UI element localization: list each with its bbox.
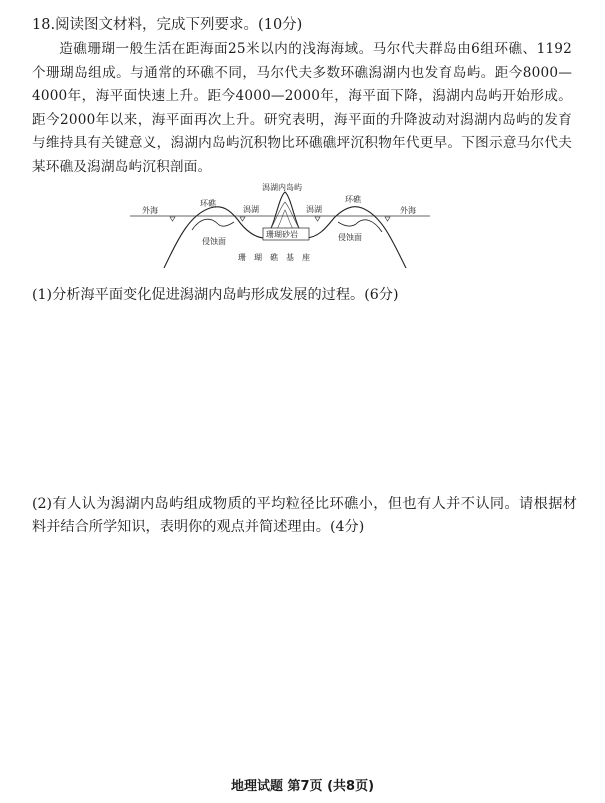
label-lagoon-island: 潟湖内岛屿 — [262, 183, 302, 192]
page-footer: 地理试题 第7页 (共8页) — [230, 779, 375, 794]
label-coral-sandstone: 珊瑚砂岩 — [266, 230, 298, 239]
label-reef-right: 环礁 — [345, 195, 361, 204]
question-title: 阅读图文材料，完成下列要求。(10分) — [55, 17, 303, 33]
label-outer-sea-right: 外海 — [400, 206, 416, 215]
sea-level-marker — [385, 217, 390, 221]
erosion-surface-right — [338, 220, 382, 232]
label-reef-left: 环礁 — [200, 199, 216, 208]
label-reef-base: 珊 瑚 礁 基 座 — [238, 253, 310, 262]
label-erosion-left: 侵蚀面 — [202, 237, 226, 246]
material-paragraph: 造礁珊瑚一般生活在距海面25米以内的浅海海域。马尔代夫群岛由6组环礁、1192个珊瑚岛组成。与通常的环礁不同，马尔代夫多数环礁潟湖内也发育岛屿。距今8000—4000年，海平面快速上升。距今4000—2000年，海平面下降，潟湖内岛屿开始形成。距今2000年以来，海平面再次上升。研究表明，海平面的升降波动对潟湖内岛屿的发育与维持具有关键意义，潟湖内岛屿沉积物比环礁礁坪沉积物年代更早。下图示意马尔代夫某环礁及潟湖岛屿沉积剖面。 — [32, 41, 572, 175]
sea-level-marker — [170, 217, 175, 221]
sea-level-marker — [315, 217, 320, 221]
subquestion-2: (2)有人认为潟湖内岛屿组成物质的平均粒径比环礁小，但也有人并不认同。请根据材料并结合所学知识，表明你的观点并简述理由。(4分) — [32, 496, 577, 535]
label-erosion-right: 侵蚀面 — [338, 233, 362, 242]
question-heading — [32, 14, 577, 37]
atoll-profile-diagram — [130, 180, 430, 270]
label-lagoon-right: 潟湖 — [306, 205, 322, 214]
label-lagoon-left: 潟湖 — [243, 205, 259, 214]
question-number: 18. — [32, 17, 56, 33]
erosion-surface-left — [192, 219, 234, 230]
sea-level-marker — [240, 217, 245, 221]
subquestion-1: (1)分析海平面变化促进潟湖内岛屿形成发展的过程。(6分) — [32, 287, 399, 303]
label-outer-sea-left: 外海 — [142, 206, 158, 215]
